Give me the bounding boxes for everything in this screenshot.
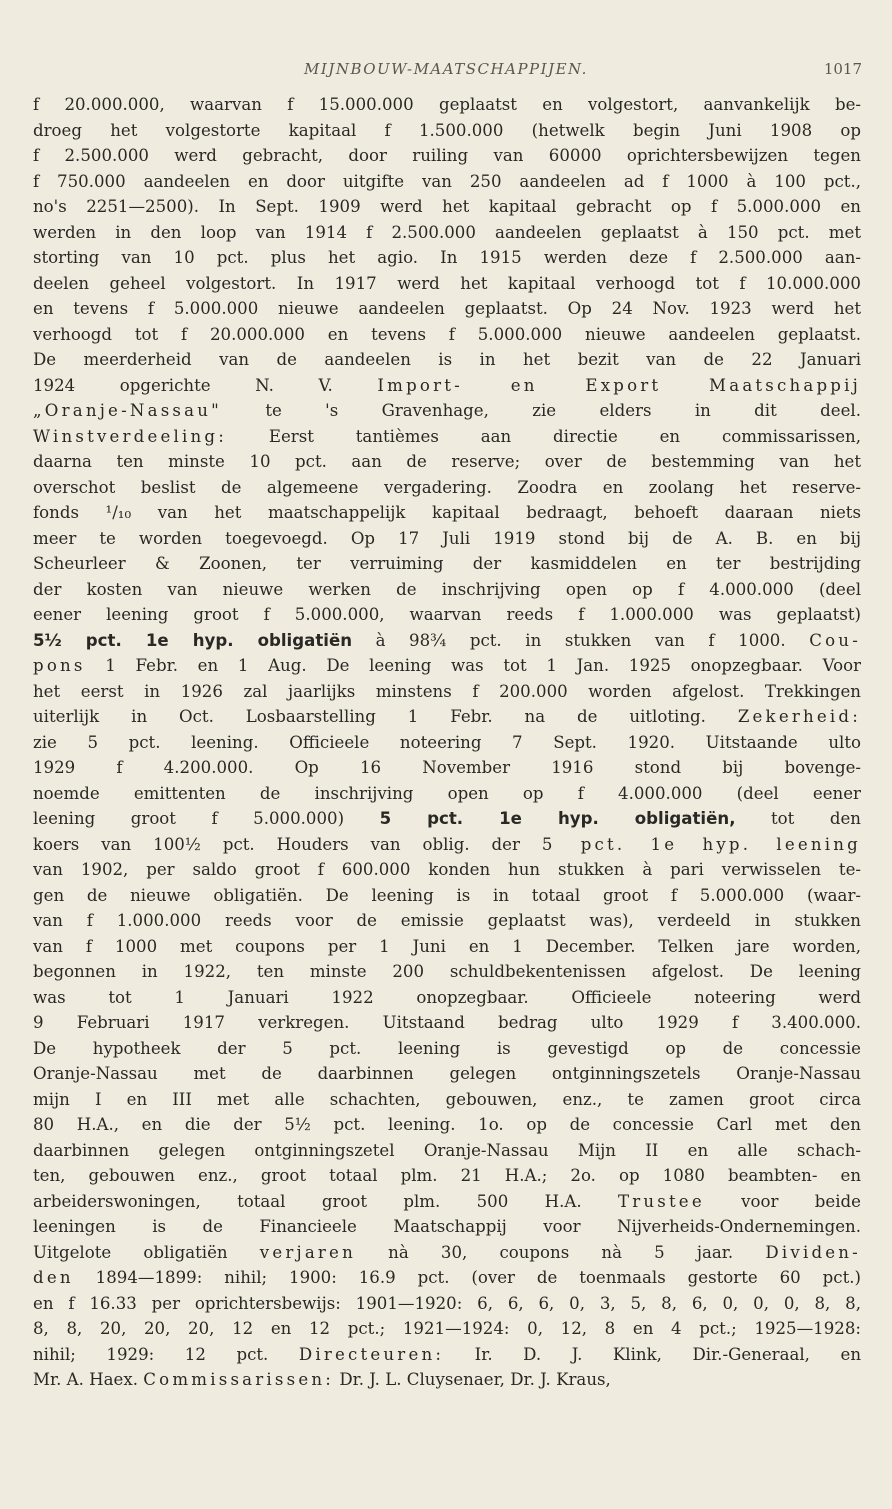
spaced-term: Trustee: [617, 1191, 705, 1211]
text-line: [33, 1240, 861, 1266]
text-line: [33, 679, 861, 705]
text-line: [33, 194, 861, 220]
text-line: [33, 883, 861, 909]
text-line: [33, 577, 861, 603]
text-line: [33, 1214, 861, 1240]
text-run: Uitgelote obligatiën: [33, 1242, 260, 1262]
text-line: [33, 296, 861, 322]
text-line: [33, 398, 861, 424]
spaced-term: 5 pct. 1e hyp. leening: [541, 834, 861, 854]
text-run: daarna ten minste 10 pct. aan de reserve; over de bestemming van het: [33, 452, 861, 471]
text-run: storting van 10 pct. plus het agio. In 1915 werden deze f 2.500.000 aan-: [33, 248, 861, 267]
text-run: was tot 1 Januari 1922 onopzegbaar. Officieele noteering werd: [33, 987, 861, 1007]
text-run: Eerst tantièmes aan directie en commissarissen,: [227, 426, 861, 446]
text-run: droeg het volgestorte kapitaal f 1.500.000 (hetwelk begin Juni 1908 op: [33, 120, 861, 140]
text-run: nà 30, coupons nà 5 jaar.: [355, 1242, 766, 1262]
text-run: Mr. A. Haex.: [33, 1370, 144, 1389]
text-run: leening groot f 5.000.000): [33, 809, 380, 828]
body-text: [33, 92, 861, 1393]
text-run: gen de nieuwe obligatiën. De leening is in totaal groot f 5.000.000 (waar-: [33, 885, 861, 905]
text-line: [33, 908, 861, 934]
text-line: [33, 653, 861, 679]
text-run: arbeiderswoningen, totaal groot plm. 500 H.A.: [33, 1191, 618, 1211]
text-run: f 2.500.000 werd gebracht, door ruiling van 60000 oprichtersbewijzen tegen: [33, 146, 861, 165]
text-run: Oranje-Nassau met de daarbinnen gelegen ontginningszetels Oranje-Nassau: [33, 1064, 861, 1083]
bold-term: 5½ pct. 1e hyp. obligatiën: [33, 630, 353, 650]
text-line: [33, 1087, 861, 1113]
text-run: f 20.000.000, waarvan f 15.000.000 geplaatst en volgestort, aanvankelijk be-: [33, 95, 861, 114]
text-line: [33, 500, 861, 526]
spaced-term: Dividen-: [765, 1242, 861, 1262]
spaced-term: verjaren: [259, 1242, 356, 1262]
text-run: en tevens f 5.000.000 nieuwe aandeelen geplaatst. Op 24 Nov. 1923 werd het: [33, 299, 861, 318]
text-line: [33, 449, 861, 475]
text-run: fonds ¹/₁₀ van het maatschappelijk kapitaal bedraagt, behoeft daaraan niets: [33, 503, 861, 522]
text-line: [33, 118, 861, 144]
text-line: [33, 220, 861, 246]
text-run: leeningen is de Financieele Maatschappij voor Nijverheids-Ondernemingen.: [33, 1217, 861, 1236]
text-line: [33, 1112, 861, 1138]
spaced-term: den: [33, 1268, 74, 1287]
text-run: daarbinnen gelegen ontginningszetel Oranje-Nassau Mijn II en alle schach-: [33, 1140, 861, 1160]
text-line: [33, 1342, 861, 1368]
spaced-term: Zekerheid:: [737, 707, 861, 726]
spaced-term: Directeuren:: [298, 1344, 445, 1364]
text-line: [33, 832, 861, 858]
text-run: 1924 opgerichte N. V.: [33, 375, 378, 395]
text-line: [33, 1036, 861, 1062]
text-line: [33, 526, 861, 552]
text-line: [33, 1061, 861, 1087]
text-run: eener leening groot f 5.000.000, waarvan reeds f 1.000.000 was geplaatst): [33, 605, 861, 624]
text-line: [33, 628, 861, 654]
spaced-term: Import- en Export Maatschappij: [377, 375, 861, 395]
text-run: 1 Febr. en 1 Aug. De leening was tot 1 Jan. 1925 onopzegbaar. Voor: [85, 656, 861, 675]
text-run: 8, 8, 20, 20, 20, 12 en 12 pct.; 1921—1924: 0, 12, 8 en 4 pct.; 1925—1928:: [33, 1319, 861, 1338]
text-line: [33, 755, 861, 781]
text-run: zie 5 pct. leening. Officieele noteering 7 Sept. 1920. Uitstaande ulto: [33, 732, 861, 752]
text-run: Scheurleer & Zoonen, ter verruiming der kasmiddelen en ter bestrijding: [33, 554, 861, 573]
text-line: [33, 959, 861, 985]
text-line: [33, 475, 861, 501]
text-run: en f 16.33 per oprichtersbewijs: 1901—1920: 6, 6, 6, 0, 3, 5, 8, 6, 0, 0, 0, 8, 8,: [33, 1293, 861, 1313]
spaced-term: pons: [33, 656, 86, 675]
text-run: het eerst in 1926 zal jaarlijks minstens f 200.000 worden afgelost. Trekkingen: [33, 681, 861, 701]
text-run: van f 1000 met coupons per 1 Juni en 1 December. Telken jare worden,: [33, 936, 861, 956]
text-line: [33, 1189, 861, 1215]
text-run: De hypotheek der 5 pct. leening is gevestigd op de concessie: [33, 1038, 861, 1058]
text-line: [33, 143, 861, 169]
text-run: uiterlijk in Oct. Losbaarstelling 1 Febr. na de uitloting.: [33, 707, 738, 726]
text-run: 9 Februari 1917 verkregen. Uitstaand bedrag ulto 1929 f 3.400.000.: [33, 1013, 861, 1032]
text-run: ten, gebouwen enz., groot totaal plm. 21 H.A.; 2o. op 1080 beambten- en: [33, 1166, 861, 1185]
text-run: overschot beslist de algemeene vergadering. Zoodra en zoolang het reserve-: [33, 477, 861, 497]
text-line: [33, 1010, 861, 1036]
text-line: [33, 424, 861, 450]
text-run: meer te worden toegevoegd. Op 17 Juli 1919 stond bij de A. B. en bij: [33, 528, 861, 548]
text-line: [33, 934, 861, 960]
running-head: MIJNBOUW-MAATSCHAPPIJEN.: [304, 60, 588, 78]
text-run: voor beide: [704, 1191, 861, 1211]
bold-term: 5 pct. 1e hyp. obligatiën,: [379, 809, 736, 828]
spaced-term: Cou-: [809, 630, 861, 650]
text-run: noemde emittenten de inschrijving open op f 4.000.000 (deel eener: [33, 783, 861, 803]
text-line: [33, 1367, 861, 1393]
spaced-term: „Oranje-Nassau": [33, 401, 222, 420]
text-line: [33, 551, 861, 577]
text-line: [33, 857, 861, 883]
text-run: 1929 f 4.200.000. Op 16 November 1916 stond bij bovenge-: [33, 758, 861, 777]
text-run: begonnen in 1922, ten minste 200 schuldbekentenissen afgelost. De leening: [33, 962, 861, 981]
text-run: 80 H.A., en die der 5½ pct. leening. 1o. op de concessie Carl met den: [33, 1115, 861, 1134]
text-line: [33, 1316, 861, 1342]
text-line: [33, 373, 861, 399]
text-run: à 98¾ pct. in stukken van f 1000.: [352, 630, 810, 650]
text-run: De meerderheid van de aandeelen is in het bezit van de 22 Januari: [33, 350, 861, 369]
text-run: van 1902, per saldo groot f 600.000 konden hun stukken à pari verwisselen te-: [33, 860, 861, 879]
text-run: Dr. J. L. Cluysenaer, Dr. J. Kraus,: [334, 1370, 611, 1389]
text-line: [33, 347, 861, 373]
text-line: [33, 1265, 861, 1291]
text-line: [33, 322, 861, 348]
text-line: [33, 985, 861, 1011]
text-run: f 750.000 aandeelen en door uitgifte van 250 aandeelen ad f 1000 à 100 pct.,: [33, 171, 861, 191]
text-line: [33, 1291, 861, 1317]
text-run: werden in den loop van 1914 f 2.500.000 aandeelen geplaatst à 150 pct. met: [33, 222, 861, 242]
text-line: [33, 245, 861, 271]
text-line: [33, 704, 861, 730]
spaced-term: Winstverdeeling:: [33, 426, 228, 446]
text-run: der kosten van nieuwe werken de inschrijving open op f 4.000.000 (deel: [33, 579, 861, 599]
text-run: tot den: [735, 809, 861, 828]
text-run: verhoogd tot f 20.000.000 en tevens f 5.000.000 nieuwe aandeelen geplaatst.: [33, 324, 861, 344]
text-line: [33, 271, 861, 297]
text-run: nihil; 1929: 12 pct.: [33, 1344, 299, 1364]
text-run: deelen geheel volgestort. In 1917 werd het kapitaal verhoogd tot f 10.000.000: [33, 273, 861, 293]
text-line: [33, 806, 861, 832]
text-line: [33, 1138, 861, 1164]
text-line: [33, 169, 861, 195]
text-run: mijn I en III met alle schachten, gebouwen, enz., te zamen groot circa: [33, 1089, 861, 1109]
text-line: [33, 602, 861, 628]
spaced-term: Commissarissen:: [143, 1370, 335, 1389]
text-run: koers van 100½ pct. Houders van oblig. der: [33, 834, 542, 854]
page-number: 1017: [823, 60, 862, 78]
text-run: no's 2251—2500). In Sept. 1909 werd het kapitaal gebracht op f 5.000.000 en: [33, 197, 861, 216]
text-line: [33, 1163, 861, 1189]
text-line: [33, 92, 861, 118]
page-header: [0, 60, 892, 86]
text-line: [33, 730, 861, 756]
text-run: 1894—1899: nihil; 1900: 16.9 pct. (over de toenmaals gestorte 60 pct.): [73, 1268, 861, 1287]
text-run: te 's Gravenhage, zie elders in dit deel.: [221, 401, 861, 420]
text-run: Ir. D. J. Klink, Dir.-Generaal, en: [444, 1344, 861, 1364]
text-line: [33, 781, 861, 807]
text-run: van f 1.000.000 reeds voor de emissie geplaatst was), verdeeld in stukken: [33, 911, 861, 930]
